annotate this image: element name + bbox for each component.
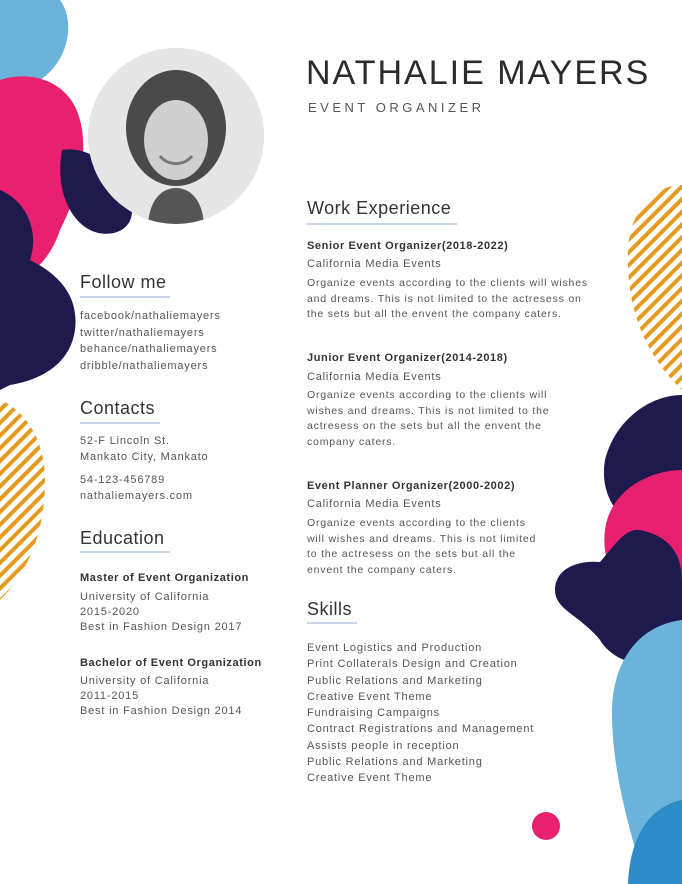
job-company: California Media Events	[307, 258, 442, 270]
experience-underline	[307, 223, 457, 225]
job-description-line: to the actresess on the sets but all the	[307, 548, 516, 560]
job-description	[307, 276, 625, 323]
education-years: 2015-2020	[80, 606, 140, 618]
skill-item: Public Relations and Marketing	[307, 756, 483, 769]
address-line-2: Mankato City, Mankato	[80, 451, 209, 463]
job-description-line: envent the company caters.	[307, 563, 457, 576]
job-description-line: company caters.	[307, 435, 397, 448]
education-school: University of California	[80, 675, 210, 687]
skill-item: Fundraising Campaigns	[307, 707, 440, 720]
job-description-line: Organize events according to the clients will	[307, 389, 548, 401]
education-degree: Master of Event Organization	[80, 572, 249, 584]
education-underline	[80, 551, 170, 553]
skill-item: Print Collaterals Design and Creation	[307, 658, 518, 671]
phone-number: 54-123-456789	[80, 474, 166, 486]
job-description-line: wishes and dreams. This is not limited to the	[307, 404, 550, 417]
education-years: 2011-2015	[80, 690, 139, 702]
job-title: EVENT ORGANIZER	[308, 100, 485, 115]
address-line-1: 52-F Lincoln St.	[80, 435, 170, 447]
small-pink-dot	[532, 812, 560, 840]
left-sky-blob	[0, 0, 68, 90]
skill-item: Public Relations and Marketing	[307, 674, 483, 687]
job-description	[307, 516, 625, 578]
job-description-line: will wishes and dreams. This is not limited	[307, 532, 537, 545]
job-description-line: Organize events according to the clients	[307, 517, 526, 529]
skill-item: Assists people in reception	[307, 739, 460, 752]
education-award: Best in Fashion Design 2017	[80, 621, 243, 633]
skill-item: Contract Registrations and Management	[307, 723, 535, 736]
job-description-line: Organize events according to the clients will wishes	[307, 277, 588, 289]
skills-title: Skills	[307, 599, 353, 619]
social-link-facebook[interactable]: facebook/nathaliemayers	[80, 310, 221, 322]
follow-title: Follow me	[80, 272, 167, 292]
education-degree: Bachelor of Event Organization	[80, 657, 262, 669]
skill-item: Event Logistics and Production	[307, 642, 483, 654]
social-links	[80, 308, 221, 374]
education-award: Best in Fashion Design 2014	[80, 705, 243, 717]
job-description	[307, 388, 625, 450]
person-name: NATHALIE MAYERS	[306, 54, 651, 92]
left-stripe-blob	[0, 400, 45, 600]
job-description-line: the sets but all the envent the company caters.	[307, 308, 562, 320]
contacts-title: Contacts	[80, 398, 156, 418]
education-title: Education	[80, 528, 165, 548]
job-title-entry: Event Planner Organizer(2000-2002)	[307, 480, 516, 492]
skill-item: Creative Event Theme	[307, 690, 433, 703]
skills-underline	[307, 622, 357, 624]
education-school: University of California	[80, 591, 210, 603]
skills-list	[307, 640, 534, 787]
profile-photo	[88, 48, 264, 224]
portrait-image	[88, 48, 264, 224]
job-title-entry: Junior Event Organizer(2014-2018)	[307, 352, 508, 364]
skill-item: Creative Event Theme	[307, 772, 433, 785]
job-description-line: actresess on the sets but all the envent the	[307, 420, 542, 432]
job-company: California Media Events	[307, 371, 442, 383]
job-description-line: and dreams. This is not limited to the actresess on	[307, 292, 582, 305]
social-link-twitter[interactable]: twitter/nathaliemayers	[80, 326, 205, 339]
job-company: California Media Events	[307, 498, 442, 510]
follow-underline	[80, 296, 170, 298]
social-link-dribble[interactable]: dribble/nathaliemayers	[80, 359, 209, 372]
experience-title: Work Experience	[307, 198, 452, 218]
right-stripe-blob	[628, 185, 682, 390]
website-link[interactable]: nathaliemayers.com	[80, 490, 193, 502]
contacts-underline	[80, 422, 160, 424]
job-title-entry: Senior Event Organizer(2018-2022)	[307, 240, 509, 252]
social-link-behance[interactable]: behance/nathaliemayers	[80, 343, 218, 355]
